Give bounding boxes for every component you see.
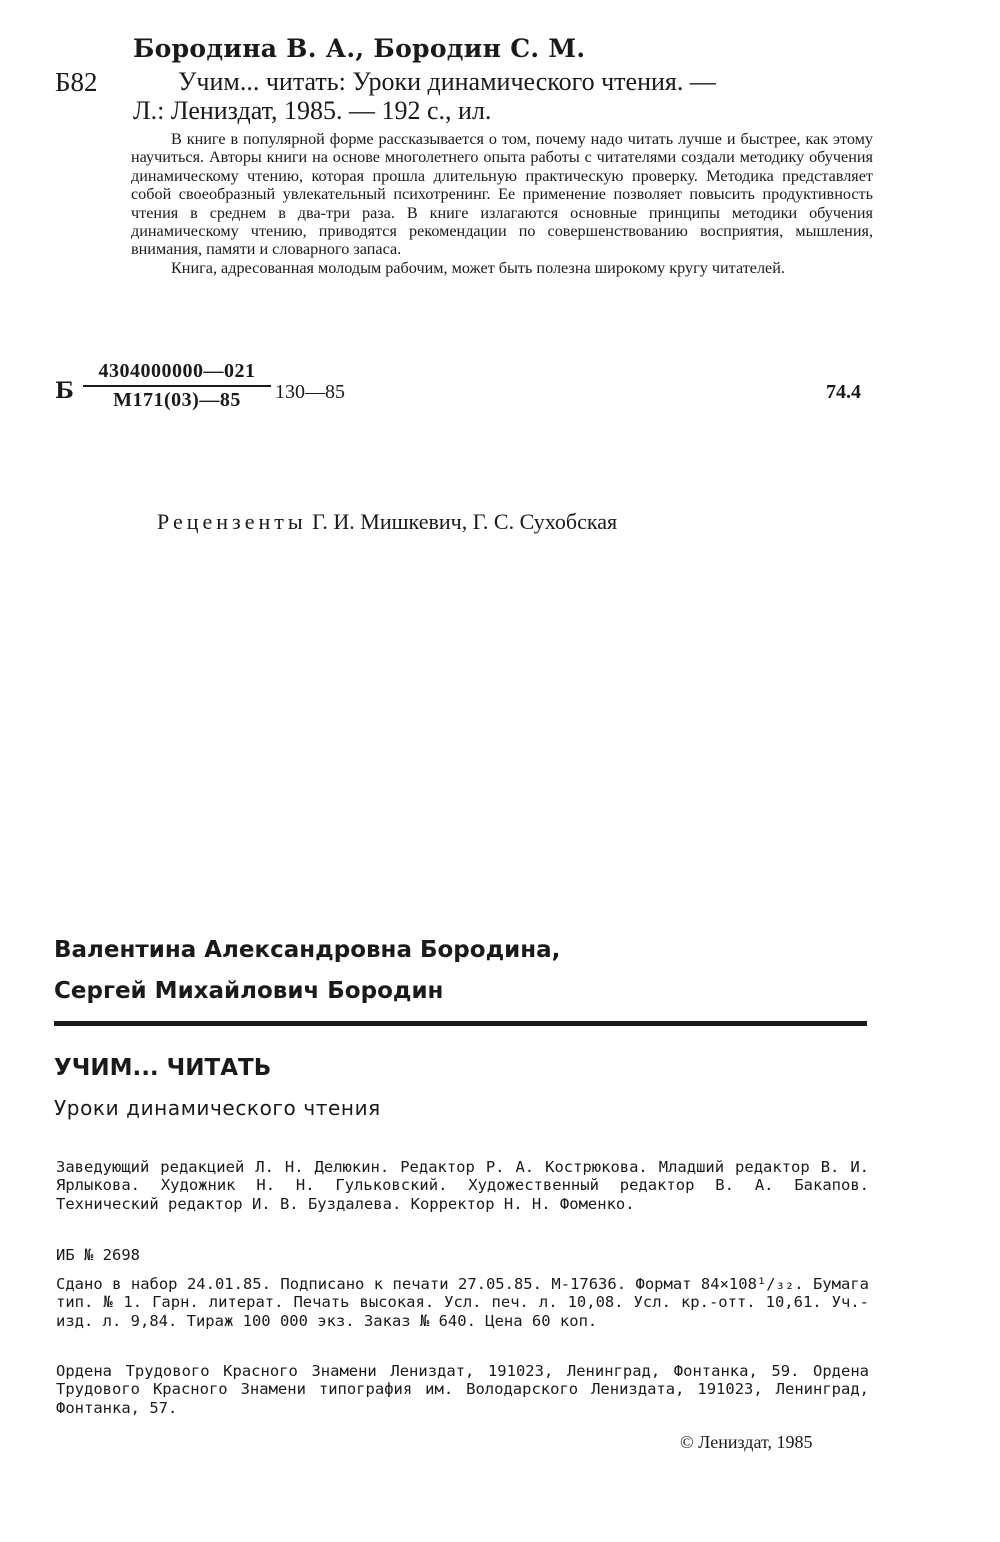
ib-number-text: ИБ № 2698 bbox=[56, 1246, 140, 1264]
index-extra: 130—85 bbox=[275, 381, 345, 403]
staff-text: Заведующий редакцией Л. Н. Делюкин. Редактор Р. А. Кострюкова. Младший редактор В. И. Ярлыкова. Художник Н. Н. Гульковский. Художественный редактор В. А. Бакапов. Технический редактор И. В. Буздалева. Корректор Н. Н. Фоменко. bbox=[56, 1158, 869, 1213]
bib-publication: Л.: Лениздат, 1985. — 192 с., ил. bbox=[133, 96, 492, 125]
colophon-subtitle: Уроки динамического чтения bbox=[54, 1096, 381, 1120]
annotation-paragraph: Книга, адресованная молодым рабочим, может быть полезна широкому кругу читателей. bbox=[171, 258, 785, 277]
publisher-details-text: Ордена Трудового Красного Знамени Лениздат, 191023, Ленинград, Фонтанка, 59. Ордена Трудового Красного Знамени типография им. Володарского Лениздата, 191023, Ленинград, Фонтанка, 57. bbox=[56, 1362, 869, 1417]
colophon-staff bbox=[56, 1158, 869, 1213]
index-classification: 74.4 bbox=[826, 381, 861, 403]
colophon-author: Сергей Михайлович Бородин bbox=[54, 978, 444, 1004]
colophon-print-details bbox=[56, 1275, 869, 1330]
index-denominator: М171(03)—85 bbox=[113, 389, 241, 411]
colophon-ib-number bbox=[56, 1246, 869, 1264]
colophon-publisher-details bbox=[56, 1362, 869, 1417]
bib-authors: Бородина В. А., Бородин С. М. bbox=[133, 34, 586, 63]
reviewers-label: Рецензенты bbox=[157, 509, 307, 534]
colophon-author: Валентина Александровна Бородина, bbox=[54, 937, 561, 963]
annotation-paragraph: В книге в популярной форме рассказывается о том, почему надо читать лучше и быстрее, как этому научиться. Авторы книги на основе многолетнего опыта работы с читателями создали методику обучения динамическому чтению, которая прошла длительную практическую проверку. Методика представляет собой своеобразный увлекательный психотренинг. Ее применение позволяет повысить продуктивность чтения в среднем в два-три раза. В книге излагаются основные принципы методики обучения динамическому чтению, приводятся рекомендации по совершенствованию восприятия, мышления, внимания, памяти и словарного запаса. bbox=[131, 130, 873, 259]
copyright: © Лениздат, 1985 bbox=[680, 1432, 813, 1452]
print-details-text: Сдано в набор 24.01.85. Подписано к печати 27.05.85. М-17636. Формат 84×108¹/₃₂. Бумага тип. № 1. Гарн. литерат. Печать высокая. Усл. печ. л. 10,08. Усл. кр.-отт. 10,61. Уч.-изд. л. 9,84. Тираж 100 000 экз. Заказ № 640. Цена 60 коп. bbox=[56, 1275, 869, 1330]
bib-code: Б82 bbox=[55, 67, 98, 97]
reviewers-line bbox=[157, 509, 617, 535]
bib-title: Учим... читать: Уроки динамического чтения. — bbox=[178, 67, 716, 96]
colophon-title: УЧИМ... ЧИТАТЬ bbox=[54, 1055, 272, 1081]
colophon-authors bbox=[54, 930, 560, 1012]
index-fraction bbox=[83, 360, 271, 412]
index-letter: Б bbox=[55, 378, 74, 404]
annotation bbox=[131, 130, 873, 277]
colophon-divider bbox=[54, 1021, 867, 1026]
index-numerator: 4304000000—021 bbox=[83, 360, 271, 387]
reviewers-names: Г. И. Мишкевич, Г. С. Сухобская bbox=[312, 509, 618, 534]
